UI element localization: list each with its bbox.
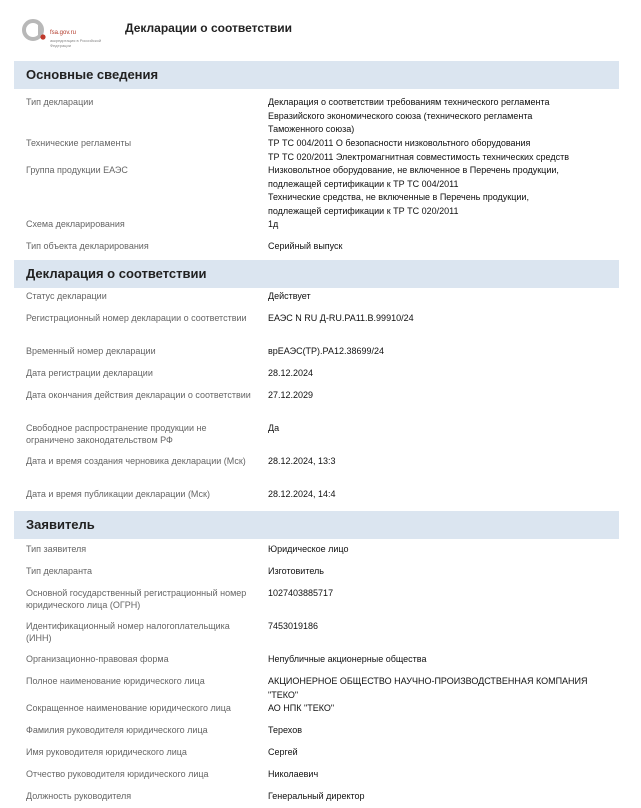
field-value: Терехов [268,725,302,735]
value-line: ТР ТС 004/2011 О безопасности низковольтного оборудования [268,138,531,148]
value-line: "ТЕКО" [268,689,299,700]
field-value: Генеральный директор [268,791,365,801]
field-label: Дата и время создания черновика декларации (Мск) [26,456,246,466]
value-line: Декларация о соответствии требованиям технического регламента [268,97,550,107]
field-label: Должность руководителя [26,791,132,801]
field-value [268,96,613,137]
field-label: Фамилия руководителя юридического лица [26,725,208,735]
value-line: АКЦИОНЕРНОЕ ОБЩЕСТВО НАУЧНО-ПРОИЗВОДСТВЕННАЯ КОМПАНИЯ [268,676,588,686]
section-header-main-info [14,61,619,89]
field-label: Группа продукции ЕАЭС [26,165,128,175]
field-value: врЕАЭС(ТР).РА12.38699/24 [268,346,385,356]
logo-text: fsa.gov.ru [50,30,76,36]
section-header-declaration [14,260,619,288]
field-label: Статус декларации [26,291,107,301]
field-label: Отчество руководителя юридического лица [26,769,209,779]
field-value: 28.12.2024, 13:3 [268,456,336,466]
field-label: Полное наименование юридического лица [26,676,205,686]
field-label: Свободное распространение продукции не ограничено законодательством РФ [26,423,207,445]
value-line: Таможенного союза) [268,124,355,134]
value-line: подлежащей сертификации к ТР ТС 004/2011 [268,178,459,189]
section-title: Заявитель [26,517,95,532]
value-line: Евразийского экономического союза (технического регламента [268,110,533,121]
field-label: Дата и время публикации декларации (Мск) [26,489,210,499]
value-line: подлежащей сертификации к ТР ТС 020/2011 [268,205,459,216]
field-value: Действует [268,291,311,301]
field-label: Идентификационный номер налогоплательщика (ИНН) [26,621,230,643]
page-title: Декларации о соответствии [125,21,292,35]
value-line: ТР ТС 020/2011 Электромагнитная совместимость технических средств [268,151,569,162]
fsa-logo[interactable] [22,18,102,48]
field-label: Дата окончания действия декларации о соответствии [26,390,251,400]
field-value: Николаевич [268,769,319,779]
field-value: 7453019186 [268,621,319,631]
field-value: Изготовитель [268,566,324,576]
field-label: Тип декларанта [26,566,93,576]
field-value: 1027403885717 [268,588,334,598]
field-label: Организационно-правовая форма [26,654,169,664]
field-value: Серийный выпуск [268,241,343,251]
fsa-logo-icon [22,18,46,42]
field-value: Сергей [268,747,298,757]
field-value: Непубличные акционерные общества [268,654,427,664]
field-label: Временный номер декларации [26,346,156,356]
field-label: Основной государственный регистрационный номер юридического лица (ОГРН) [26,588,247,610]
field-label: Тип декларации [26,97,94,107]
field-label: Дата регистрации декларации [26,368,153,378]
field-value: 27.12.2029 [268,390,314,400]
field-value: 28.12.2024 [268,368,314,378]
section-title: Декларация о соответствии [26,266,207,281]
section-header-applicant [14,511,619,539]
field-value [268,164,613,218]
field-label: Технические регламенты [26,138,132,148]
logo-subtitle: аккредитация в Российской Федерации [50,38,102,48]
field-value: Да [268,423,280,433]
field-label: Сокращенное наименование юридического лица [26,703,231,713]
field-value: Юридическое лицо [268,544,349,554]
field-value [268,675,613,702]
field-label: Тип объекта декларирования [26,241,149,251]
field-label: Тип заявителя [26,544,87,554]
field-value: 1д [268,219,279,229]
value-line: Низковольтное оборудование, не включенное в Перечень продукции, [268,165,559,175]
section-title: Основные сведения [26,67,159,82]
field-value [268,137,613,164]
field-label: Схема декларирования [26,219,125,229]
field-value: ЕАЭС N RU Д-RU.PA11.B.99910/24 [268,313,414,323]
value-line: Технические средства, не включенные в Перечень продукции, [268,192,529,202]
page-header [0,0,641,60]
field-value: 28.12.2024, 14:4 [268,489,336,499]
field-value: АО НПК "ТЕКО" [268,703,335,713]
field-label: Имя руководителя юридического лица [26,747,187,757]
field-label: Регистрационный номер декларации о соответствии [26,313,247,323]
